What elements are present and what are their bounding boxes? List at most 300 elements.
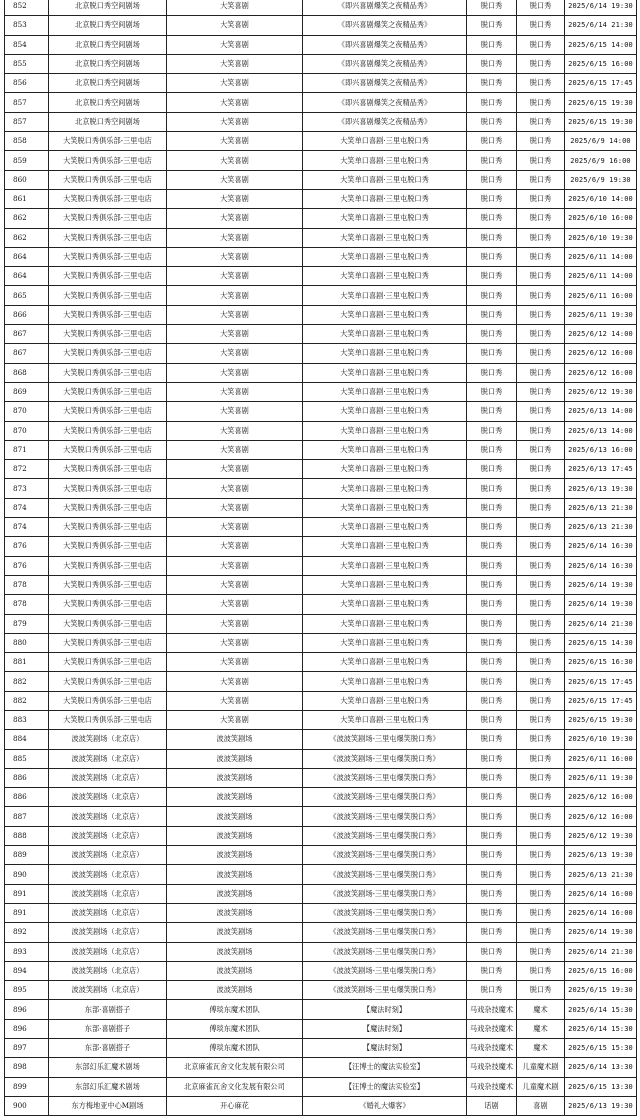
category-cell: 脱口秀: [467, 151, 517, 170]
show-title-cell: 大笑单口喜剧·三里屯脱口秀: [303, 440, 467, 459]
organizer-cell: 大笑喜剧: [167, 556, 303, 575]
show-title-cell: 《即兴喜剧爆笑之夜精品秀》: [303, 54, 467, 73]
subcategory-cell: 脱口秀: [517, 363, 565, 382]
venue-cell: 北京脱口秀空间剧场: [49, 35, 167, 54]
table-row: [5, 209, 637, 228]
table-row: [5, 479, 637, 498]
row-number-cell: 886: [5, 768, 49, 787]
row-number-cell: 884: [5, 730, 49, 749]
organizer-cell: 波波笑剧场: [167, 826, 303, 845]
category-cell: 脱口秀: [467, 981, 517, 1000]
venue-cell: 大笑脱口秀俱乐部-三里屯店: [49, 305, 167, 324]
organizer-cell: 大笑喜剧: [167, 653, 303, 672]
organizer-cell: 大笑喜剧: [167, 16, 303, 35]
category-cell: 脱口秀: [467, 730, 517, 749]
subcategory-cell: 脱口秀: [517, 633, 565, 652]
venue-cell: 大笑脱口秀俱乐部-三里屯店: [49, 595, 167, 614]
table-row: [5, 846, 637, 865]
showtime-cell: 2025/6/14 19:30: [565, 923, 637, 942]
subcategory-cell: 脱口秀: [517, 151, 565, 170]
showtime-cell: 2025/6/15 15:30: [565, 1039, 637, 1058]
show-title-cell: 大笑单口喜剧·三里屯脱口秀: [303, 209, 467, 228]
table-row: [5, 1077, 637, 1096]
table-row: [5, 460, 637, 479]
table-row: [5, 440, 637, 459]
row-number-cell: 864: [5, 267, 49, 286]
row-number-cell: 882: [5, 691, 49, 710]
organizer-cell: 北京麻雀瓦舍文化发展有限公司: [167, 1077, 303, 1096]
venue-cell: 东部幻乐汇魔术剧场: [49, 1077, 167, 1096]
venue-cell: 大笑脱口秀俱乐部-三里屯店: [49, 498, 167, 517]
category-cell: 脱口秀: [467, 0, 517, 16]
venue-cell: 大笑脱口秀俱乐部-三里屯店: [49, 653, 167, 672]
row-number-cell: 874: [5, 518, 49, 537]
venue-cell: 波波笑剧场（北京店）: [49, 923, 167, 942]
category-cell: 脱口秀: [467, 672, 517, 691]
table-row: [5, 1096, 637, 1115]
show-title-cell: 大笑单口喜剧·三里屯脱口秀: [303, 595, 467, 614]
show-title-cell: 大笑单口喜剧·三里屯脱口秀: [303, 653, 467, 672]
row-number-cell: 894: [5, 961, 49, 980]
venue-cell: 波波笑剧场（北京店）: [49, 865, 167, 884]
performance-schedule-table: [4, 0, 637, 1116]
showtime-cell: 2025/6/15 17:45: [565, 672, 637, 691]
table-row: [5, 305, 637, 324]
category-cell: 脱口秀: [467, 710, 517, 729]
show-title-cell: 大笑单口喜剧·三里屯脱口秀: [303, 363, 467, 382]
category-cell: 脱口秀: [467, 16, 517, 35]
show-title-cell: 【汪博士的魔法实验室】: [303, 1077, 467, 1096]
venue-cell: 大笑脱口秀俱乐部-三里屯店: [49, 170, 167, 189]
table-row: [5, 923, 637, 942]
showtime-cell: 2025/6/9 14:00: [565, 132, 637, 151]
row-number-cell: 855: [5, 54, 49, 73]
show-title-cell: 大笑单口喜剧·三里屯脱口秀: [303, 170, 467, 189]
row-number-cell: 874: [5, 498, 49, 517]
category-cell: 脱口秀: [467, 363, 517, 382]
organizer-cell: 大笑喜剧: [167, 498, 303, 517]
row-number-cell: 876: [5, 556, 49, 575]
venue-cell: 北京脱口秀空间剧场: [49, 112, 167, 131]
table-row: [5, 286, 637, 305]
venue-cell: 大笑脱口秀俱乐部-三里屯店: [49, 460, 167, 479]
row-number-cell: 881: [5, 653, 49, 672]
showtime-cell: 2025/6/12 14:00: [565, 325, 637, 344]
category-cell: 脱口秀: [467, 942, 517, 961]
show-title-cell: 大笑单口喜剧·三里屯脱口秀: [303, 132, 467, 151]
subcategory-cell: 脱口秀: [517, 402, 565, 421]
venue-cell: 大笑脱口秀俱乐部-三里屯店: [49, 556, 167, 575]
showtime-cell: 2025/6/14 16:00: [565, 884, 637, 903]
row-number-cell: 887: [5, 807, 49, 826]
subcategory-cell: 魔术: [517, 1019, 565, 1038]
organizer-cell: 大笑喜剧: [167, 112, 303, 131]
subcategory-cell: 脱口秀: [517, 286, 565, 305]
venue-cell: 波波笑剧场（北京店）: [49, 903, 167, 922]
organizer-cell: 波波笑剧场: [167, 923, 303, 942]
organizer-cell: 傅琰东魔术团队: [167, 1000, 303, 1019]
row-number-cell: 885: [5, 749, 49, 768]
category-cell: 脱口秀: [467, 228, 517, 247]
showtime-cell: 2025/6/12 16:00: [565, 363, 637, 382]
venue-cell: 大笑脱口秀俱乐部-三里屯店: [49, 267, 167, 286]
row-number-cell: 892: [5, 923, 49, 942]
row-number-cell: 872: [5, 460, 49, 479]
table-row: [5, 189, 637, 208]
venue-cell: 大笑脱口秀俱乐部-三里屯店: [49, 614, 167, 633]
venue-cell: 波波笑剧场（北京店）: [49, 981, 167, 1000]
table-row: [5, 151, 637, 170]
subcategory-cell: 脱口秀: [517, 518, 565, 537]
organizer-cell: 大笑喜剧: [167, 132, 303, 151]
showtime-cell: 2025/6/14 16:00: [565, 903, 637, 922]
category-cell: 脱口秀: [467, 865, 517, 884]
category-cell: 脱口秀: [467, 788, 517, 807]
show-title-cell: 大笑单口喜剧·三里屯脱口秀: [303, 344, 467, 363]
table-row: [5, 325, 637, 344]
row-number-cell: 882: [5, 672, 49, 691]
row-number-cell: 867: [5, 344, 49, 363]
subcategory-cell: 喜剧: [517, 1096, 565, 1115]
category-cell: 脱口秀: [467, 595, 517, 614]
showtime-cell: 2025/6/13 21:30: [565, 518, 637, 537]
venue-cell: 波波笑剧场（北京店）: [49, 788, 167, 807]
show-title-cell: 【魔法时刻】: [303, 1039, 467, 1058]
showtime-cell: 2025/6/11 16:00: [565, 749, 637, 768]
subcategory-cell: 脱口秀: [517, 846, 565, 865]
organizer-cell: 大笑喜剧: [167, 344, 303, 363]
showtime-cell: 2025/6/13 14:00: [565, 421, 637, 440]
venue-cell: 大笑脱口秀俱乐部-三里屯店: [49, 440, 167, 459]
show-title-cell: 【汪博士的魔法实验室】: [303, 1058, 467, 1077]
organizer-cell: 大笑喜剧: [167, 421, 303, 440]
subcategory-cell: 脱口秀: [517, 440, 565, 459]
subcategory-cell: 脱口秀: [517, 35, 565, 54]
row-number-cell: 896: [5, 1000, 49, 1019]
table-row: [5, 344, 637, 363]
showtime-cell: 2025/6/15 14:30: [565, 633, 637, 652]
category-cell: 脱口秀: [467, 961, 517, 980]
table-row: [5, 74, 637, 93]
organizer-cell: 大笑喜剧: [167, 672, 303, 691]
table-row: [5, 363, 637, 382]
venue-cell: 东部·喜剧搭子: [49, 1000, 167, 1019]
category-cell: 脱口秀: [467, 826, 517, 845]
subcategory-cell: 脱口秀: [517, 0, 565, 16]
venue-cell: 大笑脱口秀俱乐部-三里屯店: [49, 189, 167, 208]
row-number-cell: 868: [5, 363, 49, 382]
row-number-cell: 857: [5, 93, 49, 112]
row-number-cell: 866: [5, 305, 49, 324]
table-row: [5, 228, 637, 247]
show-title-cell: 大笑单口喜剧·三里屯脱口秀: [303, 402, 467, 421]
table-row: [5, 691, 637, 710]
organizer-cell: 大笑喜剧: [167, 518, 303, 537]
showtime-cell: 2025/6/14 16:30: [565, 556, 637, 575]
showtime-cell: 2025/6/12 16:00: [565, 344, 637, 363]
row-number-cell: 895: [5, 981, 49, 1000]
row-number-cell: 888: [5, 826, 49, 845]
category-cell: 脱口秀: [467, 112, 517, 131]
category-cell: 脱口秀: [467, 267, 517, 286]
organizer-cell: 波波笑剧场: [167, 749, 303, 768]
category-cell: 脱口秀: [467, 189, 517, 208]
category-cell: 马戏杂技魔术: [467, 1000, 517, 1019]
organizer-cell: 波波笑剧场: [167, 788, 303, 807]
table-row: [5, 421, 637, 440]
subcategory-cell: 脱口秀: [517, 942, 565, 961]
row-number-cell: 900: [5, 1096, 49, 1115]
table-row: [5, 575, 637, 594]
table-row: [5, 633, 637, 652]
row-number-cell: 856: [5, 74, 49, 93]
showtime-cell: 2025/6/14 21:30: [565, 614, 637, 633]
row-number-cell: 854: [5, 35, 49, 54]
venue-cell: 东部幻乐汇魔术剧场: [49, 1058, 167, 1077]
row-number-cell: 853: [5, 16, 49, 35]
show-title-cell: 《波波笑剧场-三里屯爆笑脱口秀》: [303, 788, 467, 807]
organizer-cell: 大笑喜剧: [167, 633, 303, 652]
show-title-cell: 大笑单口喜剧·三里屯脱口秀: [303, 421, 467, 440]
show-title-cell: 大笑单口喜剧·三里屯脱口秀: [303, 286, 467, 305]
table-row: [5, 865, 637, 884]
table-row: [5, 498, 637, 517]
table-row: [5, 16, 637, 35]
showtime-cell: 2025/6/14 16:30: [565, 537, 637, 556]
subcategory-cell: 脱口秀: [517, 479, 565, 498]
table-row: [5, 1000, 637, 1019]
subcategory-cell: 脱口秀: [517, 575, 565, 594]
subcategory-cell: 脱口秀: [517, 209, 565, 228]
table-row: [5, 1019, 637, 1038]
show-title-cell: 《波波笑剧场-三里屯爆笑脱口秀》: [303, 961, 467, 980]
show-title-cell: 大笑单口喜剧·三里屯脱口秀: [303, 633, 467, 652]
show-title-cell: 《即兴喜剧爆笑之夜精品秀》: [303, 112, 467, 131]
showtime-cell: 2025/6/14 19:30: [565, 595, 637, 614]
table-row: [5, 1039, 637, 1058]
organizer-cell: 大笑喜剧: [167, 691, 303, 710]
show-title-cell: 《即兴喜剧爆笑之夜精品秀》: [303, 16, 467, 35]
showtime-cell: 2025/6/10 19:30: [565, 730, 637, 749]
subcategory-cell: 脱口秀: [517, 710, 565, 729]
venue-cell: 大笑脱口秀俱乐部-三里屯店: [49, 402, 167, 421]
row-number-cell: 883: [5, 710, 49, 729]
show-title-cell: 《婚礼大爆客》: [303, 1096, 467, 1115]
subcategory-cell: 脱口秀: [517, 691, 565, 710]
showtime-cell: 2025/6/10 16:00: [565, 209, 637, 228]
subcategory-cell: 脱口秀: [517, 325, 565, 344]
showtime-cell: 2025/6/12 16:00: [565, 788, 637, 807]
row-number-cell: 852: [5, 0, 49, 16]
showtime-cell: 2025/6/14 19:30: [565, 0, 637, 16]
category-cell: 脱口秀: [467, 749, 517, 768]
table-row: [5, 170, 637, 189]
showtime-cell: 2025/6/13 21:30: [565, 865, 637, 884]
category-cell: 脱口秀: [467, 54, 517, 73]
table-row: [5, 402, 637, 421]
category-cell: 脱口秀: [467, 691, 517, 710]
showtime-cell: 2025/6/15 16:30: [565, 653, 637, 672]
row-number-cell: 858: [5, 132, 49, 151]
table-row: [5, 382, 637, 401]
organizer-cell: 波波笑剧场: [167, 865, 303, 884]
subcategory-cell: 脱口秀: [517, 54, 565, 73]
subcategory-cell: 脱口秀: [517, 961, 565, 980]
category-cell: 脱口秀: [467, 286, 517, 305]
subcategory-cell: 魔术: [517, 1039, 565, 1058]
venue-cell: 大笑脱口秀俱乐部-三里屯店: [49, 710, 167, 729]
subcategory-cell: 脱口秀: [517, 247, 565, 266]
table-row: [5, 35, 637, 54]
show-title-cell: 大笑单口喜剧·三里屯脱口秀: [303, 556, 467, 575]
organizer-cell: 大笑喜剧: [167, 247, 303, 266]
table-row: [5, 614, 637, 633]
category-cell: 马戏杂技魔术: [467, 1019, 517, 1038]
venue-cell: 大笑脱口秀俱乐部-三里屯店: [49, 382, 167, 401]
venue-cell: 北京脱口秀空间剧场: [49, 93, 167, 112]
show-title-cell: 大笑单口喜剧·三里屯脱口秀: [303, 518, 467, 537]
category-cell: 脱口秀: [467, 653, 517, 672]
venue-cell: 大笑脱口秀俱乐部-三里屯店: [49, 209, 167, 228]
venue-cell: 大笑脱口秀俱乐部-三里屯店: [49, 518, 167, 537]
show-title-cell: 【魔法时刻】: [303, 1000, 467, 1019]
showtime-cell: 2025/6/12 16:00: [565, 807, 637, 826]
organizer-cell: 大笑喜剧: [167, 440, 303, 459]
showtime-cell: 2025/6/10 14:00: [565, 189, 637, 208]
organizer-cell: 波波笑剧场: [167, 942, 303, 961]
row-number-cell: 893: [5, 942, 49, 961]
category-cell: 脱口秀: [467, 518, 517, 537]
category-cell: 马戏杂技魔术: [467, 1058, 517, 1077]
organizer-cell: 大笑喜剧: [167, 363, 303, 382]
table-row: [5, 267, 637, 286]
organizer-cell: 大笑喜剧: [167, 614, 303, 633]
show-title-cell: 大笑单口喜剧·三里屯脱口秀: [303, 460, 467, 479]
venue-cell: 北京脱口秀空间剧场: [49, 54, 167, 73]
organizer-cell: 大笑喜剧: [167, 286, 303, 305]
subcategory-cell: 脱口秀: [517, 884, 565, 903]
showtime-cell: 2025/6/11 16:00: [565, 286, 637, 305]
show-title-cell: 《波波笑剧场-三里屯爆笑脱口秀》: [303, 768, 467, 787]
subcategory-cell: 脱口秀: [517, 189, 565, 208]
category-cell: 脱口秀: [467, 93, 517, 112]
show-title-cell: 《波波笑剧场-三里屯爆笑脱口秀》: [303, 884, 467, 903]
category-cell: 脱口秀: [467, 421, 517, 440]
venue-cell: 波波笑剧场（北京店）: [49, 768, 167, 787]
table-row: [5, 730, 637, 749]
organizer-cell: 波波笑剧场: [167, 846, 303, 865]
showtime-cell: 2025/6/13 19:30: [565, 846, 637, 865]
category-cell: 脱口秀: [467, 132, 517, 151]
show-title-cell: 大笑单口喜剧·三里屯脱口秀: [303, 325, 467, 344]
organizer-cell: 波波笑剧场: [167, 730, 303, 749]
category-cell: 脱口秀: [467, 903, 517, 922]
subcategory-cell: 脱口秀: [517, 556, 565, 575]
category-cell: 马戏杂技魔术: [467, 1077, 517, 1096]
organizer-cell: 大笑喜剧: [167, 54, 303, 73]
row-number-cell: 873: [5, 479, 49, 498]
organizer-cell: 大笑喜剧: [167, 170, 303, 189]
showtime-cell: 2025/6/11 14:00: [565, 247, 637, 266]
showtime-cell: 2025/6/14 21:30: [565, 942, 637, 961]
venue-cell: 波波笑剧场（北京店）: [49, 846, 167, 865]
showtime-cell: 2025/6/15 13:30: [565, 1077, 637, 1096]
organizer-cell: 大笑喜剧: [167, 0, 303, 16]
row-number-cell: 890: [5, 865, 49, 884]
organizer-cell: 大笑喜剧: [167, 537, 303, 556]
show-title-cell: 【魔法时刻】: [303, 1019, 467, 1038]
show-title-cell: 《波波笑剧场-三里屯爆笑脱口秀》: [303, 942, 467, 961]
row-number-cell: 869: [5, 382, 49, 401]
showtime-cell: 2025/6/15 19:30: [565, 112, 637, 131]
organizer-cell: 大笑喜剧: [167, 74, 303, 93]
venue-cell: 大笑脱口秀俱乐部-三里屯店: [49, 575, 167, 594]
showtime-cell: 2025/6/9 16:00: [565, 151, 637, 170]
row-number-cell: 857: [5, 112, 49, 131]
subcategory-cell: 脱口秀: [517, 228, 565, 247]
showtime-cell: 2025/6/9 19:30: [565, 170, 637, 189]
row-number-cell: 896: [5, 1019, 49, 1038]
subcategory-cell: 脱口秀: [517, 672, 565, 691]
showtime-cell: 2025/6/14 21:30: [565, 16, 637, 35]
category-cell: 脱口秀: [467, 325, 517, 344]
subcategory-cell: 脱口秀: [517, 865, 565, 884]
showtime-cell: 2025/6/15 19:30: [565, 93, 637, 112]
organizer-cell: 大笑喜剧: [167, 93, 303, 112]
table-row: [5, 653, 637, 672]
show-title-cell: 大笑单口喜剧·三里屯脱口秀: [303, 151, 467, 170]
row-number-cell: 862: [5, 209, 49, 228]
table-row: [5, 903, 637, 922]
show-title-cell: 《波波笑剧场-三里屯爆笑脱口秀》: [303, 749, 467, 768]
venue-cell: 大笑脱口秀俱乐部-三里屯店: [49, 672, 167, 691]
subcategory-cell: 脱口秀: [517, 305, 565, 324]
category-cell: 脱口秀: [467, 923, 517, 942]
organizer-cell: 波波笑剧场: [167, 884, 303, 903]
show-title-cell: 大笑单口喜剧·三里屯脱口秀: [303, 710, 467, 729]
table-row: [5, 710, 637, 729]
showtime-cell: 2025/6/15 17:45: [565, 691, 637, 710]
category-cell: 脱口秀: [467, 170, 517, 189]
row-number-cell: 889: [5, 846, 49, 865]
category-cell: 脱口秀: [467, 768, 517, 787]
showtime-cell: 2025/6/13 17:45: [565, 460, 637, 479]
show-title-cell: 大笑单口喜剧·三里屯脱口秀: [303, 479, 467, 498]
table-row: [5, 672, 637, 691]
show-title-cell: 《波波笑剧场-三里屯爆笑脱口秀》: [303, 903, 467, 922]
table-row: [5, 749, 637, 768]
subcategory-cell: 脱口秀: [517, 923, 565, 942]
subcategory-cell: 脱口秀: [517, 267, 565, 286]
category-cell: 脱口秀: [467, 575, 517, 594]
show-title-cell: 大笑单口喜剧·三里屯脱口秀: [303, 672, 467, 691]
show-title-cell: 《即兴喜剧爆笑之夜精品秀》: [303, 35, 467, 54]
category-cell: 脱口秀: [467, 344, 517, 363]
venue-cell: 北京脱口秀空间剧场: [49, 74, 167, 93]
subcategory-cell: 脱口秀: [517, 93, 565, 112]
showtime-cell: 2025/6/15 14:00: [565, 35, 637, 54]
venue-cell: 大笑脱口秀俱乐部-三里屯店: [49, 344, 167, 363]
subcategory-cell: 脱口秀: [517, 768, 565, 787]
subcategory-cell: 魔术: [517, 1000, 565, 1019]
organizer-cell: 大笑喜剧: [167, 575, 303, 594]
showtime-cell: 2025/6/14 13:30: [565, 1058, 637, 1077]
showtime-cell: 2025/6/11 14:00: [565, 267, 637, 286]
table-row: [5, 537, 637, 556]
venue-cell: 大笑脱口秀俱乐部-三里屯店: [49, 691, 167, 710]
table-row: [5, 961, 637, 980]
subcategory-cell: 脱口秀: [517, 112, 565, 131]
